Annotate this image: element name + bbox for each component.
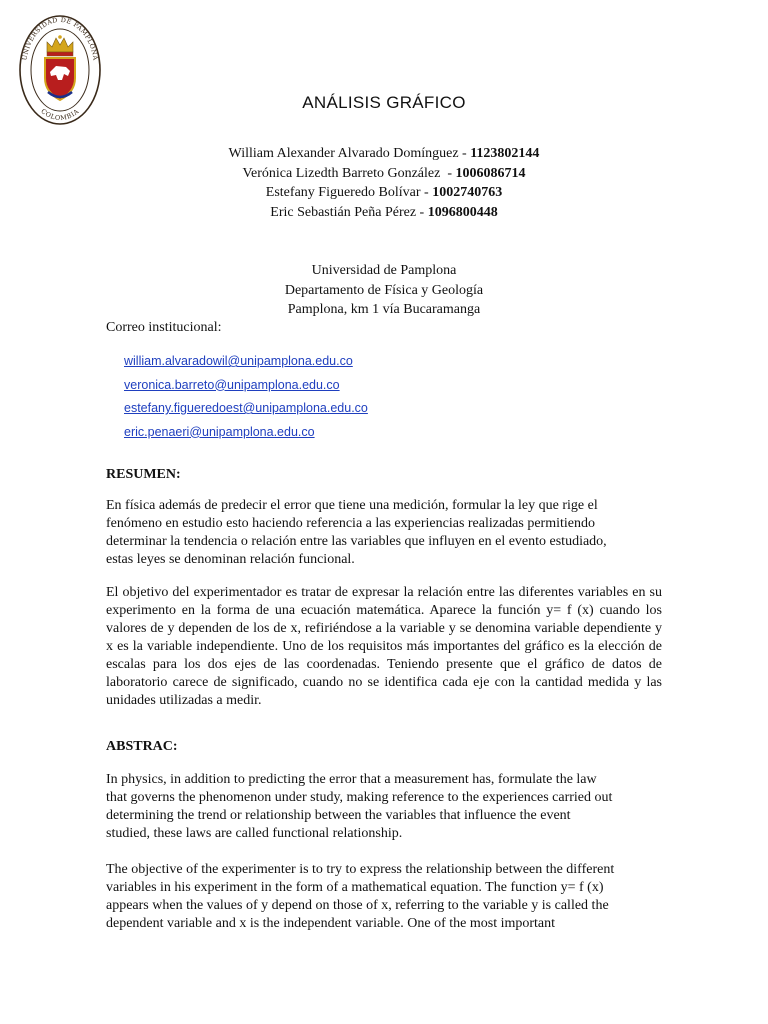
seal-ring-text-bottom: COLOMBIA — [39, 107, 81, 123]
author-line — [0, 164, 768, 184]
email-list — [124, 350, 368, 444]
text-line: studied, these laws are called functional relationship. — [106, 826, 403, 841]
author-line — [0, 144, 768, 164]
resumen-paragraph-1 — [106, 497, 662, 569]
address: Pamplona, km 1 vía Bucaramanga — [287, 302, 481, 317]
email-link-eric[interactable]: eric.penaeri@unipamplona.edu.co — [124, 424, 315, 439]
author-name: William Alexander Alvarado Domínguez - — [228, 146, 471, 161]
resumen-paragraph-2: El objetivo del experimentador es tratar de expresar la relación entre las diferentes variables en su experimento en la forma de una ecuación matemática. Aparece la función y= f (x) cuando los valores de y dependen de los de x, refiriéndose a la variable y se denomina variable dependiente y x es la variable independiente. Uno de los requisitos más importantes del gráfico es la elección de escalas para los dos ejes de las coordenadas. Teniendo presente que el gráfico de datos de laboratorio carece de significado, cuando no se identifica cada eje con la cantidad medida y las unidades utilizadas a medir. — [106, 585, 662, 708]
text-line: In physics, in addition to predicting the error that a measurement has, formulate the law — [106, 772, 597, 787]
text-line: determinar la tendencia o relación entre las variables que influyen en el evento estudiado, — [106, 534, 607, 549]
email-link-estefany[interactable]: estefany.figueredoest@unipamplona.edu.co — [124, 401, 368, 415]
text-line: The objective of the experimenter is to try to express the relationship between the different — [106, 862, 615, 877]
author-name: Estefany Figueredo Bolívar - — [265, 185, 433, 200]
resumen-heading: RESUMEN: — [106, 467, 181, 482]
department-name: Departamento de Física y Geología — [284, 282, 484, 298]
document-title: ANÁLISIS GRÁFICO — [302, 93, 466, 112]
university-name: Universidad de Pamplona — [311, 263, 457, 278]
author-name: Eric Sebastián Peña Pérez - — [270, 204, 428, 220]
text-line: En física además de predecir el error que tiene una medición, formular la ley que rige el — [106, 498, 598, 513]
email-section-label: Correo institucional: — [106, 320, 222, 335]
abstract-heading: ABSTRAC: — [106, 739, 178, 754]
text-line: appears when the values of y depend on those of x, referring to the variable y is called the — [106, 898, 609, 913]
affiliation-block — [0, 261, 768, 320]
author-list — [0, 144, 768, 222]
email-link-veronica[interactable]: veronica.barreto@unipamplona.edu.co — [124, 377, 340, 392]
text-line: variables in his experiment in the form of a mathematical equation. The function y= f (x) — [106, 880, 604, 895]
author-id: 1096800448 — [427, 204, 498, 220]
author-name: Verónica Lizedth Barreto González - — [242, 165, 456, 181]
text-line: fenómeno en estudio esto haciendo referencia a las experiencias realizadas permitiendo — [106, 516, 595, 531]
author-id: 1123802144 — [470, 146, 540, 161]
text-line: dependent variable and x is the independent variable. One of the most important — [106, 916, 556, 931]
author-line — [0, 183, 768, 203]
author-id: 1002740763 — [432, 185, 503, 200]
email-link-william[interactable]: william.alvaradowil@unipamplona.edu.co — [124, 354, 353, 368]
abstract-paragraph-2 — [106, 861, 662, 933]
text-line: estas leyes se denominan relación funcional. — [106, 552, 355, 567]
text-line: determining the trend or relationship between the variables that influence the event — [106, 808, 571, 823]
seal-ring-text-top: UNIVERSIDAD DE PAMPLONA — [20, 15, 100, 61]
author-id: 1006086714 — [455, 165, 526, 181]
text-line: that governs the phenomenon under study, making reference to the experiences carried out — [106, 790, 613, 805]
abstract-paragraph-1 — [106, 771, 662, 843]
author-line — [0, 203, 768, 223]
